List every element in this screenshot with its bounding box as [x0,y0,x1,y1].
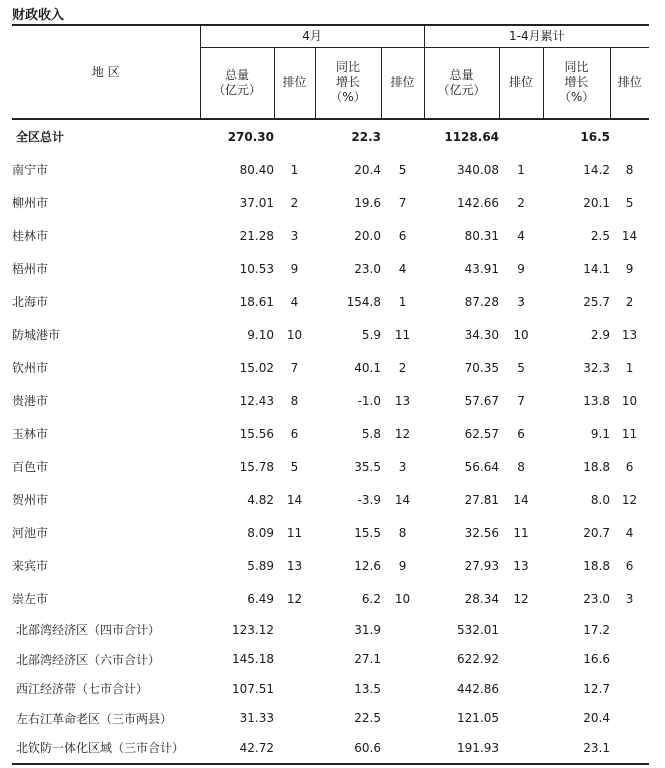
cell-april-growth-rank [381,119,424,153]
cell-april-growth-rank: 1 [398,294,407,309]
cell-cum-rank [499,733,543,764]
header-april-growth-rank: 排位 [381,47,424,119]
cell-april-growth: 20.0 [354,228,381,243]
cell-cum-growth-rank: 6 [625,558,634,573]
cell-region-name: 贵港市 [12,394,49,408]
cell-april-growth: 15.5 [354,525,381,540]
cell-region-name: 北钦防一体化区域（三市合计） [12,733,200,764]
cell-april-growth-rank [381,674,424,704]
cell-april-growth: -3.9 [357,492,381,507]
cell-april-total: 9.10 [247,327,274,342]
cell-april-rank [274,674,315,704]
cell-region-name: 崇左市 [12,592,49,606]
cell-cum-growth-rank: 3 [625,591,634,606]
cell-april-growth: 19.6 [354,195,381,210]
cell-april-growth: 12.6 [354,558,381,573]
cell-april-growth-rank [381,615,424,645]
header-cum-growth [543,47,610,119]
cell-april-growth: 31.9 [354,622,381,637]
cell-cum-rank: 10 [513,327,529,342]
header-growth-label: 同比 增长 （%） [330,60,366,105]
cell-april-growth-rank: 2 [398,360,407,375]
cell-region-name: 南宁市 [12,163,49,177]
cell-april-total: 5.89 [247,558,274,573]
cell-region-name: 防城港市 [12,328,61,342]
cell-april-growth-rank: 3 [398,459,407,474]
cell-april-rank [274,119,315,153]
cell-april-growth: -1.0 [357,393,381,408]
cell-region-name: 梧州市 [12,262,49,276]
cell-cum-total: 191.93 [424,733,499,764]
cell-april-rank: 5 [290,459,299,474]
cell-april-total: 6.49 [247,591,274,606]
cell-april-growth: 35.5 [354,459,381,474]
cell-cum-growth: 32.3 [583,360,611,375]
cell-cum-growth-rank: 4 [625,525,634,540]
cell-cum-growth: 2.9 [590,327,611,342]
cell-cum-total: 87.28 [464,294,500,309]
cell-april-rank: 8 [290,393,299,408]
table-body [12,119,649,764]
cell-cum-growth-rank: 8 [625,162,634,177]
header-region: 地 区 [12,25,200,119]
table-row [12,733,649,764]
cell-cum-growth-rank [610,119,649,153]
cell-april-total: 42.72 [200,733,274,764]
cell-april-growth-rank: 8 [398,525,407,540]
cell-cum-growth-rank [610,674,649,704]
cell-region-name: 百色市 [12,460,49,474]
cell-cum-growth: 9.1 [590,426,611,441]
table-row [12,351,649,384]
cell-cum-rank: 11 [513,525,529,540]
cell-april-total: 21.28 [239,228,274,243]
cell-cum-growth: 12.7 [583,681,611,696]
table-row [12,153,649,186]
cell-april-growth: 5.8 [361,426,381,441]
cell-cum-growth-rank [610,704,649,734]
cell-cum-total: 43.91 [464,261,500,276]
cell-april-total: 107.51 [232,681,274,696]
cell-april-rank: 12 [286,591,303,606]
fiscal-revenue-table [12,24,649,765]
cell-april-rank: 13 [286,558,303,573]
cell-april-rank: 10 [286,327,303,342]
header-cum-rank: 排位 [499,47,543,119]
cell-region-name: 来宾市 [12,559,49,573]
table-row [12,318,649,351]
cell-april-rank: 14 [286,492,303,507]
cell-april-growth: 13.5 [354,681,381,696]
table-row [12,285,649,318]
cell-cum-growth: 23.1 [543,733,610,764]
header-april: 4月 [200,25,424,47]
table-row [12,417,649,450]
cell-cum-total: 622.92 [457,652,500,667]
cell-cum-total: 57.67 [464,393,500,408]
cell-cum-total: 70.35 [464,360,500,375]
cell-region-name: 贺州市 [12,493,49,507]
cell-cum-rank [499,704,543,734]
cell-april-growth-rank: 4 [398,261,407,276]
cell-april-growth: 40.1 [354,360,381,375]
cell-cum-total: 1128.64 [444,129,500,144]
cell-cum-total: 442.86 [457,681,500,696]
cell-cum-growth: 16.5 [580,129,611,144]
cell-cum-growth: 17.2 [583,622,611,637]
cell-cum-rank: 2 [517,195,525,210]
cell-april-growth: 60.6 [315,733,381,764]
cell-cum-growth: 20.7 [583,525,611,540]
cell-region-name: 北海市 [12,295,49,309]
cell-cum-rank: 1 [517,162,525,177]
cell-cum-rank: 5 [517,360,525,375]
cell-cum-growth: 8.0 [590,492,611,507]
cell-cum-rank: 4 [517,228,525,243]
table-row [12,186,649,219]
cell-april-rank [274,733,315,764]
cell-cum-total: 56.64 [464,459,500,474]
cell-cum-total: 121.05 [457,711,500,726]
table-title: 财政收入 [12,8,65,23]
cell-region-name: 西江经济带（七市合计） [16,682,149,697]
cell-cum-total: 28.34 [464,591,500,606]
cell-cum-rank: 12 [513,591,529,606]
cell-april-total: 15.02 [239,360,274,375]
cell-cum-growth: 20.1 [583,195,611,210]
cell-cum-growth: 14.1 [583,261,611,276]
cell-april-total: 123.12 [232,622,274,637]
cell-april-growth-rank: 11 [394,327,411,342]
cell-april-rank [274,704,315,734]
cell-april-total: 10.53 [239,261,274,276]
cell-cum-growth: 20.4 [583,711,611,726]
cell-cum-growth: 2.5 [590,228,611,243]
cell-cum-growth: 14.2 [583,162,611,177]
cell-cum-rank [499,119,543,153]
cell-cum-rank: 8 [517,459,525,474]
cell-april-growth: 154.8 [346,294,381,309]
table-row [12,252,649,285]
cell-cum-growth-rank [610,733,649,764]
cell-region-name: 桂林市 [12,229,49,243]
table-row [12,516,649,549]
cell-april-growth-rank: 13 [394,393,411,408]
cell-cum-growth-rank: 14 [621,228,638,243]
cell-april-growth-rank: 10 [394,591,411,606]
cell-april-rank: 4 [290,294,299,309]
cell-april-rank: 2 [290,195,299,210]
cell-cum-rank: 3 [517,294,525,309]
cell-cum-rank: 7 [517,393,525,408]
table-row [12,582,649,615]
cell-region-name: 北部湾经济区（六市合计） [16,652,161,667]
cell-region-name: 柳州市 [12,196,49,210]
cell-region-name: 玉林市 [12,427,49,441]
cell-cum-growth-rank: 1 [625,360,634,375]
header-april-growth [315,47,381,119]
cell-april-growth-rank: 7 [398,195,407,210]
cell-april-rank: 6 [290,426,299,441]
cell-cum-total: 34.30 [464,327,500,342]
cell-region-name: 左右江革命老区（三市两县） [16,711,173,726]
cell-cum-rank: 13 [513,558,529,573]
header-cumulative: 1-4月累计 [424,25,649,47]
table-row [12,645,649,675]
cell-cum-total: 340.08 [457,162,500,177]
cell-cum-total: 62.57 [464,426,500,441]
table-row [12,119,649,153]
header-total-label: 总量 （亿元） [212,67,261,97]
cell-cum-rank: 6 [517,426,525,441]
cell-cum-growth: 25.7 [583,294,611,309]
cell-april-growth-rank: 5 [398,162,407,177]
cell-april-growth: 6.2 [361,591,381,606]
cell-cum-total: 27.93 [464,558,500,573]
cell-april-growth-rank [381,704,424,734]
cell-april-growth-rank: 6 [398,228,407,243]
table-row [12,384,649,417]
table-row [12,704,649,734]
cell-cum-total: 532.01 [457,622,500,637]
cell-cum-rank: 9 [517,261,525,276]
cell-region-name: 河池市 [12,526,49,540]
cell-cum-growth-rank: 5 [625,195,634,210]
cell-region-name: 钦州市 [12,361,49,375]
table-row [12,549,649,582]
cell-april-rank: 1 [290,162,299,177]
cell-april-rank [274,645,315,675]
cell-cum-rank [499,674,543,704]
cell-cum-growth-rank: 9 [625,261,634,276]
cell-april-rank: 7 [290,360,299,375]
cell-april-rank: 11 [286,525,303,540]
cell-cum-growth: 18.8 [583,558,611,573]
cell-cum-rank [499,645,543,675]
cell-cum-total: 32.56 [464,525,500,540]
cell-cum-growth: 13.8 [583,393,611,408]
cell-cum-growth-rank: 10 [621,393,638,408]
header-cum-growth-rank: 排位 [610,47,649,119]
cell-april-total: 270.30 [227,129,274,144]
cell-april-growth: 5.9 [361,327,381,342]
cell-cum-total: 80.31 [464,228,500,243]
cell-april-growth: 22.3 [351,129,381,144]
table-row [12,615,649,645]
cell-april-growth-rank [381,733,424,764]
cell-cum-growth: 23.0 [583,591,611,606]
cell-april-growth: 20.4 [354,162,381,177]
cell-cum-total: 27.81 [464,492,500,507]
cell-april-total: 18.61 [239,294,274,309]
cell-april-growth: 22.5 [354,711,381,726]
cell-april-growth-rank: 12 [394,426,411,441]
cell-cum-total: 142.66 [457,195,500,210]
cell-cum-growth-rank: 2 [625,294,634,309]
cell-april-growth-rank [381,645,424,675]
cell-april-growth-rank: 14 [394,492,411,507]
header-cum-total [424,47,499,119]
header-april-rank: 排位 [274,47,315,119]
table-row [12,483,649,516]
header-growth-label: 同比 增长 （%） [558,60,595,105]
cell-region-name: 全区总计 [16,130,65,144]
cell-april-total: 4.82 [247,492,274,507]
cell-cum-growth: 16.6 [583,652,611,667]
cell-cum-growth-rank: 6 [625,459,634,474]
cell-april-total: 37.01 [239,195,274,210]
cell-april-total: 31.33 [239,711,274,726]
cell-april-growth: 27.1 [354,652,381,667]
cell-cum-growth-rank: 13 [621,327,638,342]
cell-region-name: 北部湾经济区（四市合计） [16,623,161,638]
cell-cum-growth-rank [610,615,649,645]
cell-april-total: 8.09 [247,525,274,540]
cell-april-rank: 3 [290,228,299,243]
cell-cum-rank [499,615,543,645]
header-total-label: 总量 （亿元） [437,67,486,97]
cell-april-rank [274,615,315,645]
cell-cum-growth-rank: 11 [621,426,638,441]
cell-april-total: 12.43 [239,393,274,408]
cell-april-total: 145.18 [232,652,274,667]
cell-cum-growth-rank [610,645,649,675]
cell-april-total: 15.78 [239,459,274,474]
cell-april-growth: 23.0 [354,261,381,276]
cell-april-growth-rank: 9 [398,558,407,573]
table-row [12,450,649,483]
cell-cum-rank: 14 [513,492,529,507]
table-row [12,219,649,252]
cell-april-total: 15.56 [239,426,274,441]
cell-april-rank: 9 [290,261,299,276]
cell-cum-growth: 18.8 [583,459,611,474]
header-april-total [200,47,274,119]
table-row [12,674,649,704]
cell-april-total: 80.40 [239,162,274,177]
cell-cum-growth-rank: 12 [621,492,638,507]
